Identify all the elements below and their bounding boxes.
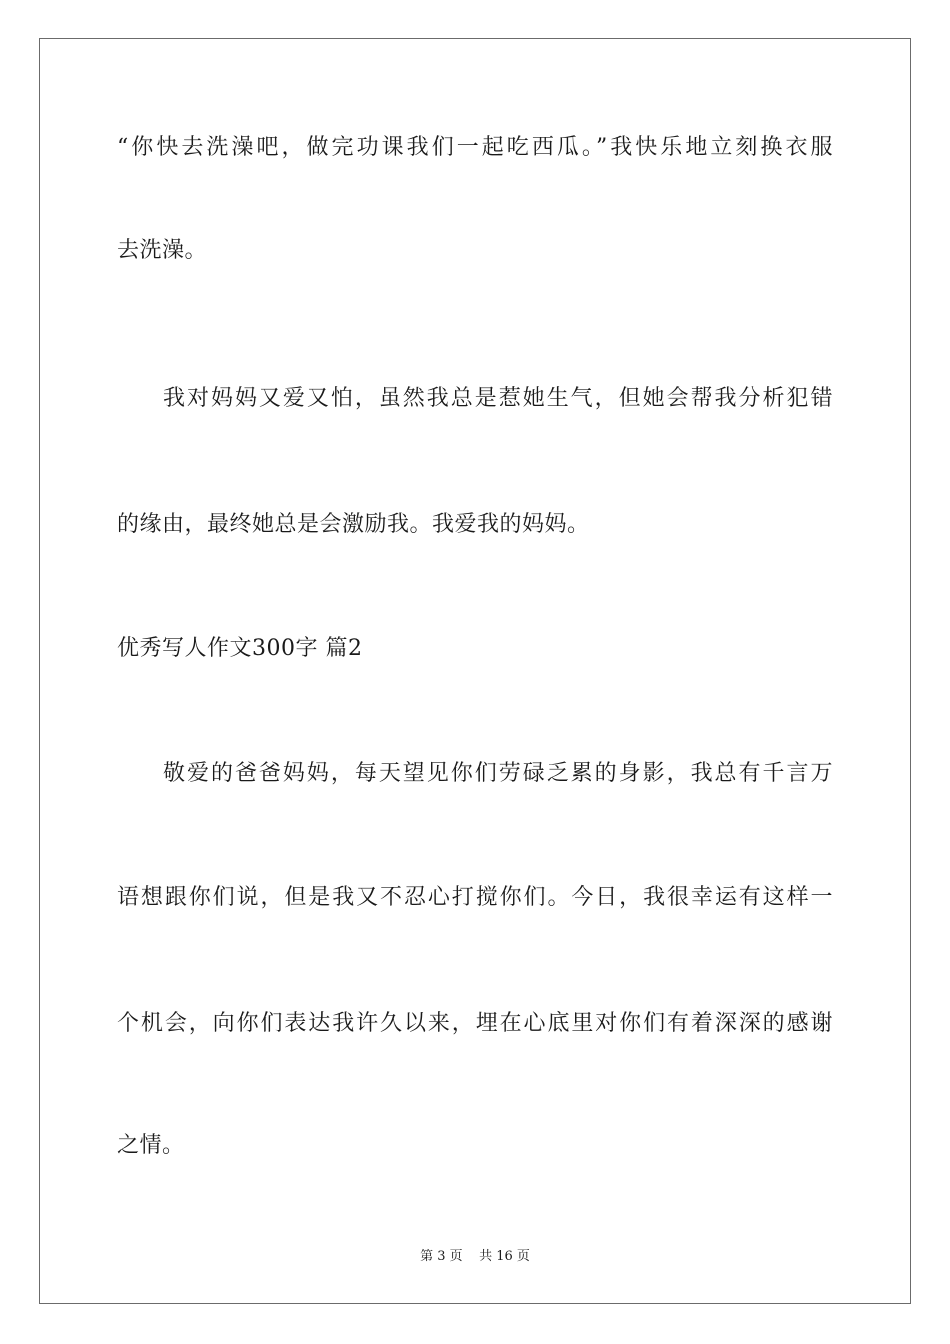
paragraph-2-line-2: 的缘由，最终她总是会激励我。我爱我的妈妈。 xyxy=(117,512,590,537)
paragraph-3-line-2: 语想跟你们说，但是我又不忍心打搅你们。今日，我很幸运有这样一 xyxy=(117,885,833,910)
paragraph-1-line-2: 去洗澡。 xyxy=(117,238,208,263)
paragraph-2-line-1: 我对妈妈又爱又怕，虽然我总是惹她生气，但她会帮我分析犯错 xyxy=(163,386,833,411)
section-heading: 优秀写人作文300字 篇2 xyxy=(117,636,363,661)
paragraph-3-line-3: 个机会，向你们表达我许久以来，埋在心底里对你们有着深深的感谢 xyxy=(117,1011,833,1036)
page-border xyxy=(39,38,911,1304)
paragraph-3-line-4: 之情。 xyxy=(117,1133,185,1158)
page-number-footer: 第 3 页 共 16 页 xyxy=(420,1249,530,1264)
paragraph-3-line-1: 敬爱的爸爸妈妈，每天望见你们劳碌乏累的身影，我总有千言万 xyxy=(163,761,833,786)
paragraph-1-line-1: “你快去洗澡吧，做完功课我们一起吃西瓜。”我快乐地立刻换衣服 xyxy=(117,135,833,160)
